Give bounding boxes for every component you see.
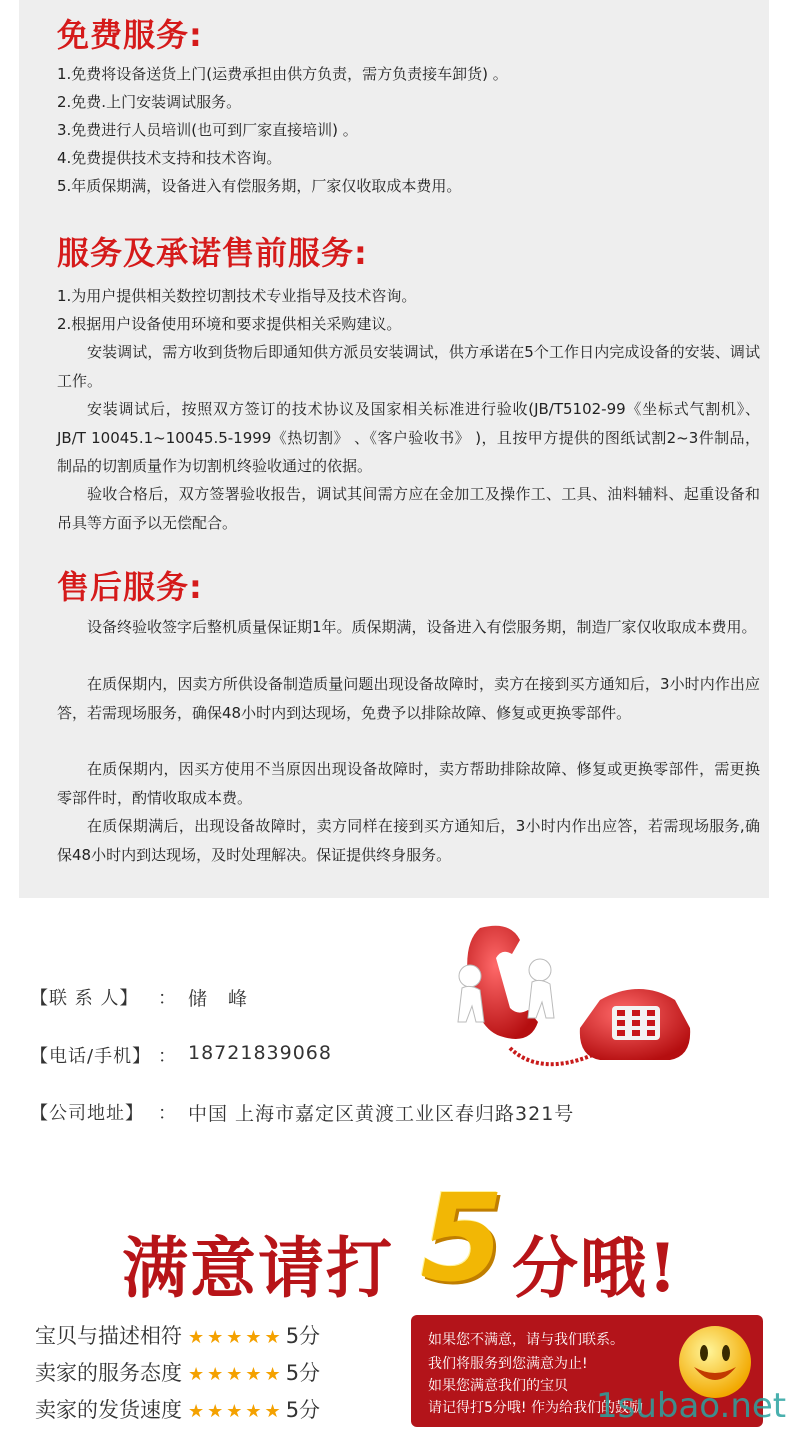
free-service-item: 3.免费进行人员培训(也可到厂家直接培训) 。 [57, 121, 358, 139]
banner-number-5 [412, 1170, 512, 1309]
rating-label: 卖家的服务态度 [35, 1361, 182, 1385]
rating-score: 5分 [285, 1324, 321, 1348]
contact-address-label: 【公司地址】 [30, 1103, 144, 1124]
presale-paragraph: 验收合格后，双方签署验收报告，调试其间需方应在金加工及操作工、工具、油料辅料、起重设备和吊具等方面予以无偿配合。 [57, 485, 760, 532]
free-service-item: 4.免费提供技术支持和技术咨询。 [57, 149, 282, 167]
aftersale-paragraph: 设备终验收签字后整机质量保证期1年。质保期满，设备进入有偿服务期，制造厂家仅收取成本费用。 [87, 618, 757, 636]
contact-person-value: 储 峰 [188, 988, 249, 1010]
rating-score: 5分 [285, 1398, 321, 1422]
telephone-illustration [440, 918, 700, 1078]
aftersale-paragraph: 在质保期内，因买方使用不当原因出现设备故障时，卖方帮助排除故障、修复或更换零部件，需更换零部件时，酌情收取成本费。 [57, 760, 760, 807]
contact-address-value: 中国 上海市嘉定区黄渡工业区春归路321号 [188, 1103, 575, 1125]
contact-colon: ： [158, 1103, 176, 1124]
watermark: 1subao.net [596, 1386, 787, 1426]
contact-colon: ： [158, 988, 176, 1009]
note-line: 如果您不满意，请与我们联系。 [428, 1332, 624, 1348]
presale-paragraph: 安装调试，需方收到货物后即通知供方派员安装调试，供方承诺在5个工作日内完成设备的安装、调试工作。 [57, 343, 760, 390]
note-line: 我们将服务到您满意为止! [428, 1356, 588, 1372]
note-line: 请记得打5分哦! 作为给我们的鼓励 [428, 1400, 643, 1416]
free-service-item: 1.免费将设备送货上门(运费承担由供方负责，需方负责接车卸货) 。 [57, 65, 508, 83]
presale-title: 服务及承诺售前服务: [57, 234, 368, 272]
star-icons: ★★★★★ [188, 1401, 284, 1422]
contact-phone-label: 【电话/手机】 [30, 1046, 152, 1067]
presale-paragraph: 安装调试后，按照双方签订的技术协议及国家相关标准进行验收(JB/T5102-99《坐标式气割机》、JB/T 10045.1~10045.5-1999《热切割》 、《客户验收书》 )，且按甲方提供的图纸试割2~3件制品，制品的切割质量作为切割机终验收通过的依据。 [57, 400, 760, 475]
free-service-title: 免费服务: [57, 16, 203, 54]
free-service-item: 5.年质保期满，设备进入有偿服务期，厂家仅收取成本费用。 [57, 177, 462, 195]
rating-row [35, 1357, 320, 1387]
banner-text-left: 满意请打 [122, 1229, 394, 1307]
rating-row [35, 1394, 320, 1424]
free-service-item: 2.免费.上门安装调试服务。 [57, 93, 242, 111]
aftersale-paragraph: 在质保期内，因卖方所供设备制造质量问题出现设备故障时，卖方在接到买方通知后，3小时内作出应答，若需现场服务，确保48小时内到达现场，免费予以排除故障、修复或更换零部件。 [57, 675, 760, 722]
rating-label: 卖家的发货速度 [35, 1398, 182, 1422]
rating-score: 5分 [285, 1361, 321, 1385]
rating-label: 宝贝与描述相符 [35, 1324, 182, 1348]
banner-text-right: 分哦! [512, 1229, 679, 1307]
aftersale-title: 售后服务: [57, 568, 203, 606]
star-icons: ★★★★★ [188, 1364, 284, 1385]
contact-person-label: 【联 系 人】 [30, 988, 139, 1009]
contact-colon: ： [158, 1046, 176, 1067]
star-icons: ★★★★★ [188, 1327, 284, 1348]
aftersale-paragraph: 在质保期满后，出现设备故障时，卖方同样在接到买方通知后，3小时内作出应答，若需现场服务,确保48小时内到达现场，及时处理解决。保证提供终身服务。 [57, 817, 760, 864]
note-line: 如果您满意我们的宝贝 [428, 1378, 568, 1394]
banner-number: 5 [420, 1170, 504, 1309]
presale-item: 1.为用户提供相关数控切割技术专业指导及技术咨询。 [57, 287, 417, 305]
contact-phone-value: 18721839068 [188, 1042, 332, 1064]
presale-item: 2.根据用户设备使用环境和要求提供相关采购建议。 [57, 315, 402, 333]
rating-row [35, 1320, 320, 1350]
